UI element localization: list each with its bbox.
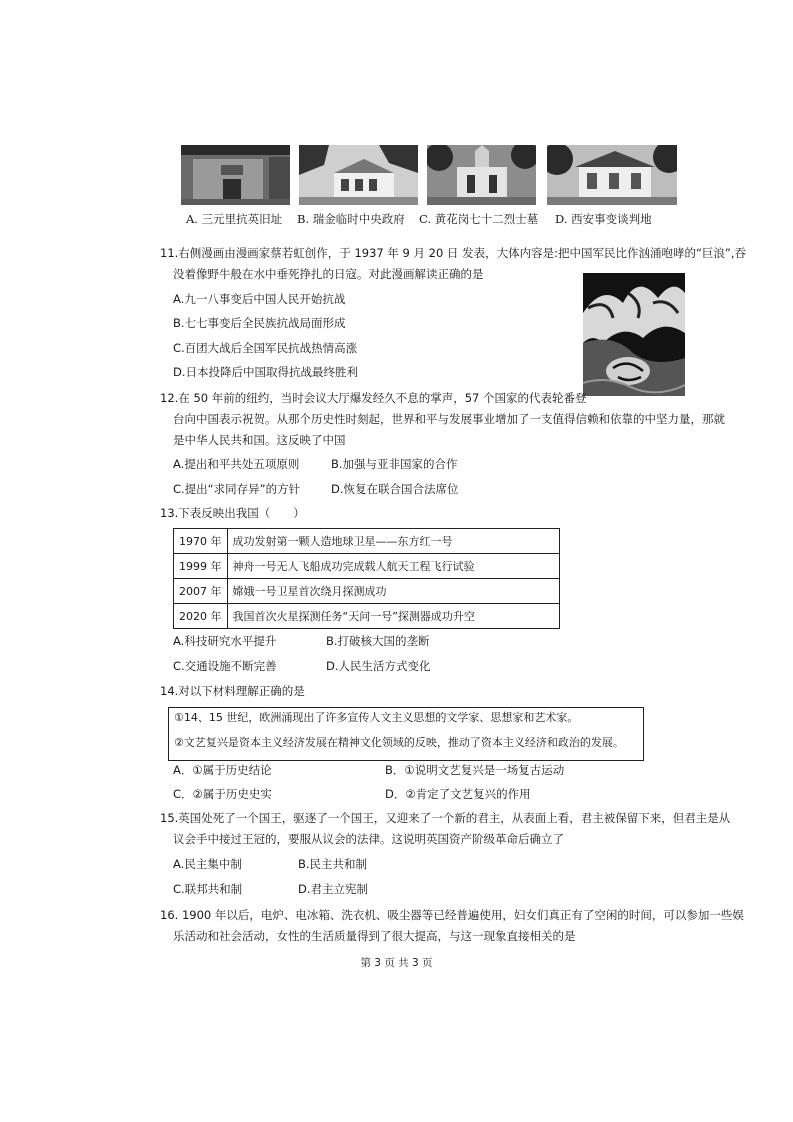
q15-stem-line2: 议会手中接过王冠的，要服从议会的法律。这说明英国资产阶级革命后确立了 [173, 832, 564, 846]
table-cell-event: 嫦娥一号卫星首次绕月探测成功 [227, 579, 559, 604]
q14-option-b: B．①说明文艺复兴是一场复古运动 [385, 763, 565, 777]
q12-stem-line3: 是中华人民共和国。这反映了中国 [173, 433, 346, 447]
q13-stem: 13.下表反映出我国（ ） [160, 506, 305, 520]
q12-option-d: D.恢复在联合国合法席位 [331, 482, 459, 496]
q14-option-d: D．②肯定了文艺复兴的作用 [385, 787, 531, 801]
q11-option-d: D.日本投降后中国取得抗战最终胜利 [173, 365, 359, 379]
photo-sanyuanli [181, 145, 290, 205]
q14-option-a: A．①属于历史结论 [173, 763, 272, 777]
caption-d: D. 西安事变谈判地 [555, 212, 652, 226]
q16-stem-line1: 16. 1900 年以后，电炉、电冰箱、洗衣机、吸尘器等已经普遍使用，妇女们真正有了空闲的时间，可以参加一些娱 [160, 908, 744, 922]
q16-stem-line2: 乐活动和社会活动，女性的生活质量得到了很大提高，与这一现象直接相关的是 [173, 929, 576, 943]
page-footer: 第 3 页 共 3 页 [360, 957, 433, 969]
table-cell-year: 1999 年 [174, 554, 228, 579]
caption-c: C. 黄花岗七十二烈士墓 [419, 212, 539, 226]
q14-stem: 14.对以下材料理解正确的是 [160, 684, 305, 698]
q13-option-d: D.人民生活方式变化 [326, 659, 431, 673]
q12-option-c: C.提出“求同存异”的方针 [173, 482, 301, 496]
q14-option-c: C．②属于历史史实 [173, 787, 272, 801]
q12-stem-line1: 12.在 50 年前的纽约，当时会议大厅爆发经久不息的掌声，57 个国家的代表轮番登 [160, 391, 587, 405]
q12-stem-line2: 台向中国表示祝贺。从那个历史性时刻起，世界和平与发展事业增加了一支值得信赖和依靠的中坚力量，那就 [173, 412, 725, 426]
q13-table [173, 528, 560, 629]
table-cell-event: 神舟一号无人飞船成功完成载人航天工程飞行试验 [227, 554, 559, 579]
table-cell-event: 成功发射第一颗人造地球卫星——东方红一号 [227, 529, 559, 554]
q14-material-2: ②文艺复兴是资本主义经济发展在精神文化领域的反映，推动了资本主义经济和政治的发展。 [174, 736, 624, 749]
table-row [174, 529, 560, 554]
q15-stem-line1: 15.英国处死了一个国王，驱逐了一个国王，又迎来了一个新的君主，从表面上看，君主被保留下来，但君主是从 [160, 811, 731, 825]
table-cell-event: 我国首次火星探测任务“天问一号”探测器成功升空 [227, 604, 559, 629]
q12-option-b: B.加强与亚非国家的合作 [331, 457, 458, 471]
q15-option-d: D.君主立宪制 [298, 882, 369, 896]
q13-option-b: B.打破核大国的垄断 [326, 634, 430, 648]
photo-ruijin [299, 145, 418, 205]
q11-option-a: A.九一八事变后中国人民开始抗战 [173, 292, 346, 306]
q11-option-b: B.七七事变后全民族抗战局面形成 [173, 316, 346, 330]
q11-option-c: C.百团大战后全国军民抗战热情高涨 [173, 341, 358, 355]
q15-option-a: A.民主集中制 [173, 857, 242, 871]
q13-option-c: C.交通设施不断完善 [173, 659, 277, 673]
q14-material-1: ①14、15 世纪，欧洲涌现出了许多宣传人文主义思想的文学家、思想家和艺术家。 [174, 711, 579, 724]
table-row [174, 554, 560, 579]
table-row [174, 579, 560, 604]
q11-stem-line2: 没着像野牛般在水中垂死挣扎的日寇。对此漫画解读正确的是 [173, 267, 484, 281]
photo-xian-incident [547, 145, 677, 205]
q12-option-a: A.提出和平共处五项原则 [173, 457, 300, 471]
photo-huanghuagang [427, 145, 536, 205]
caption-b: B. 瑞金临时中央政府 [297, 212, 405, 226]
table-cell-year: 2007 年 [174, 579, 228, 604]
cartoon-image [583, 273, 685, 396]
table-cell-year: 2020 年 [174, 604, 228, 629]
q15-option-b: B.民主共和制 [298, 857, 368, 871]
caption-a: A. 三元里抗英旧址 [186, 212, 283, 226]
table-cell-year: 1970 年 [174, 529, 228, 554]
q11-stem-line1: 11.右侧漫画由漫画家蔡若虹创作，于 1937 年 9 月 20 日 发表，大体内容是:把中国军民比作汹涌咆哮的“巨浪”,吞 [160, 246, 747, 260]
q13-option-a: A.科技研究水平提升 [173, 634, 277, 648]
q15-option-c: C.联邦共和制 [173, 882, 243, 896]
table-row [174, 604, 560, 629]
